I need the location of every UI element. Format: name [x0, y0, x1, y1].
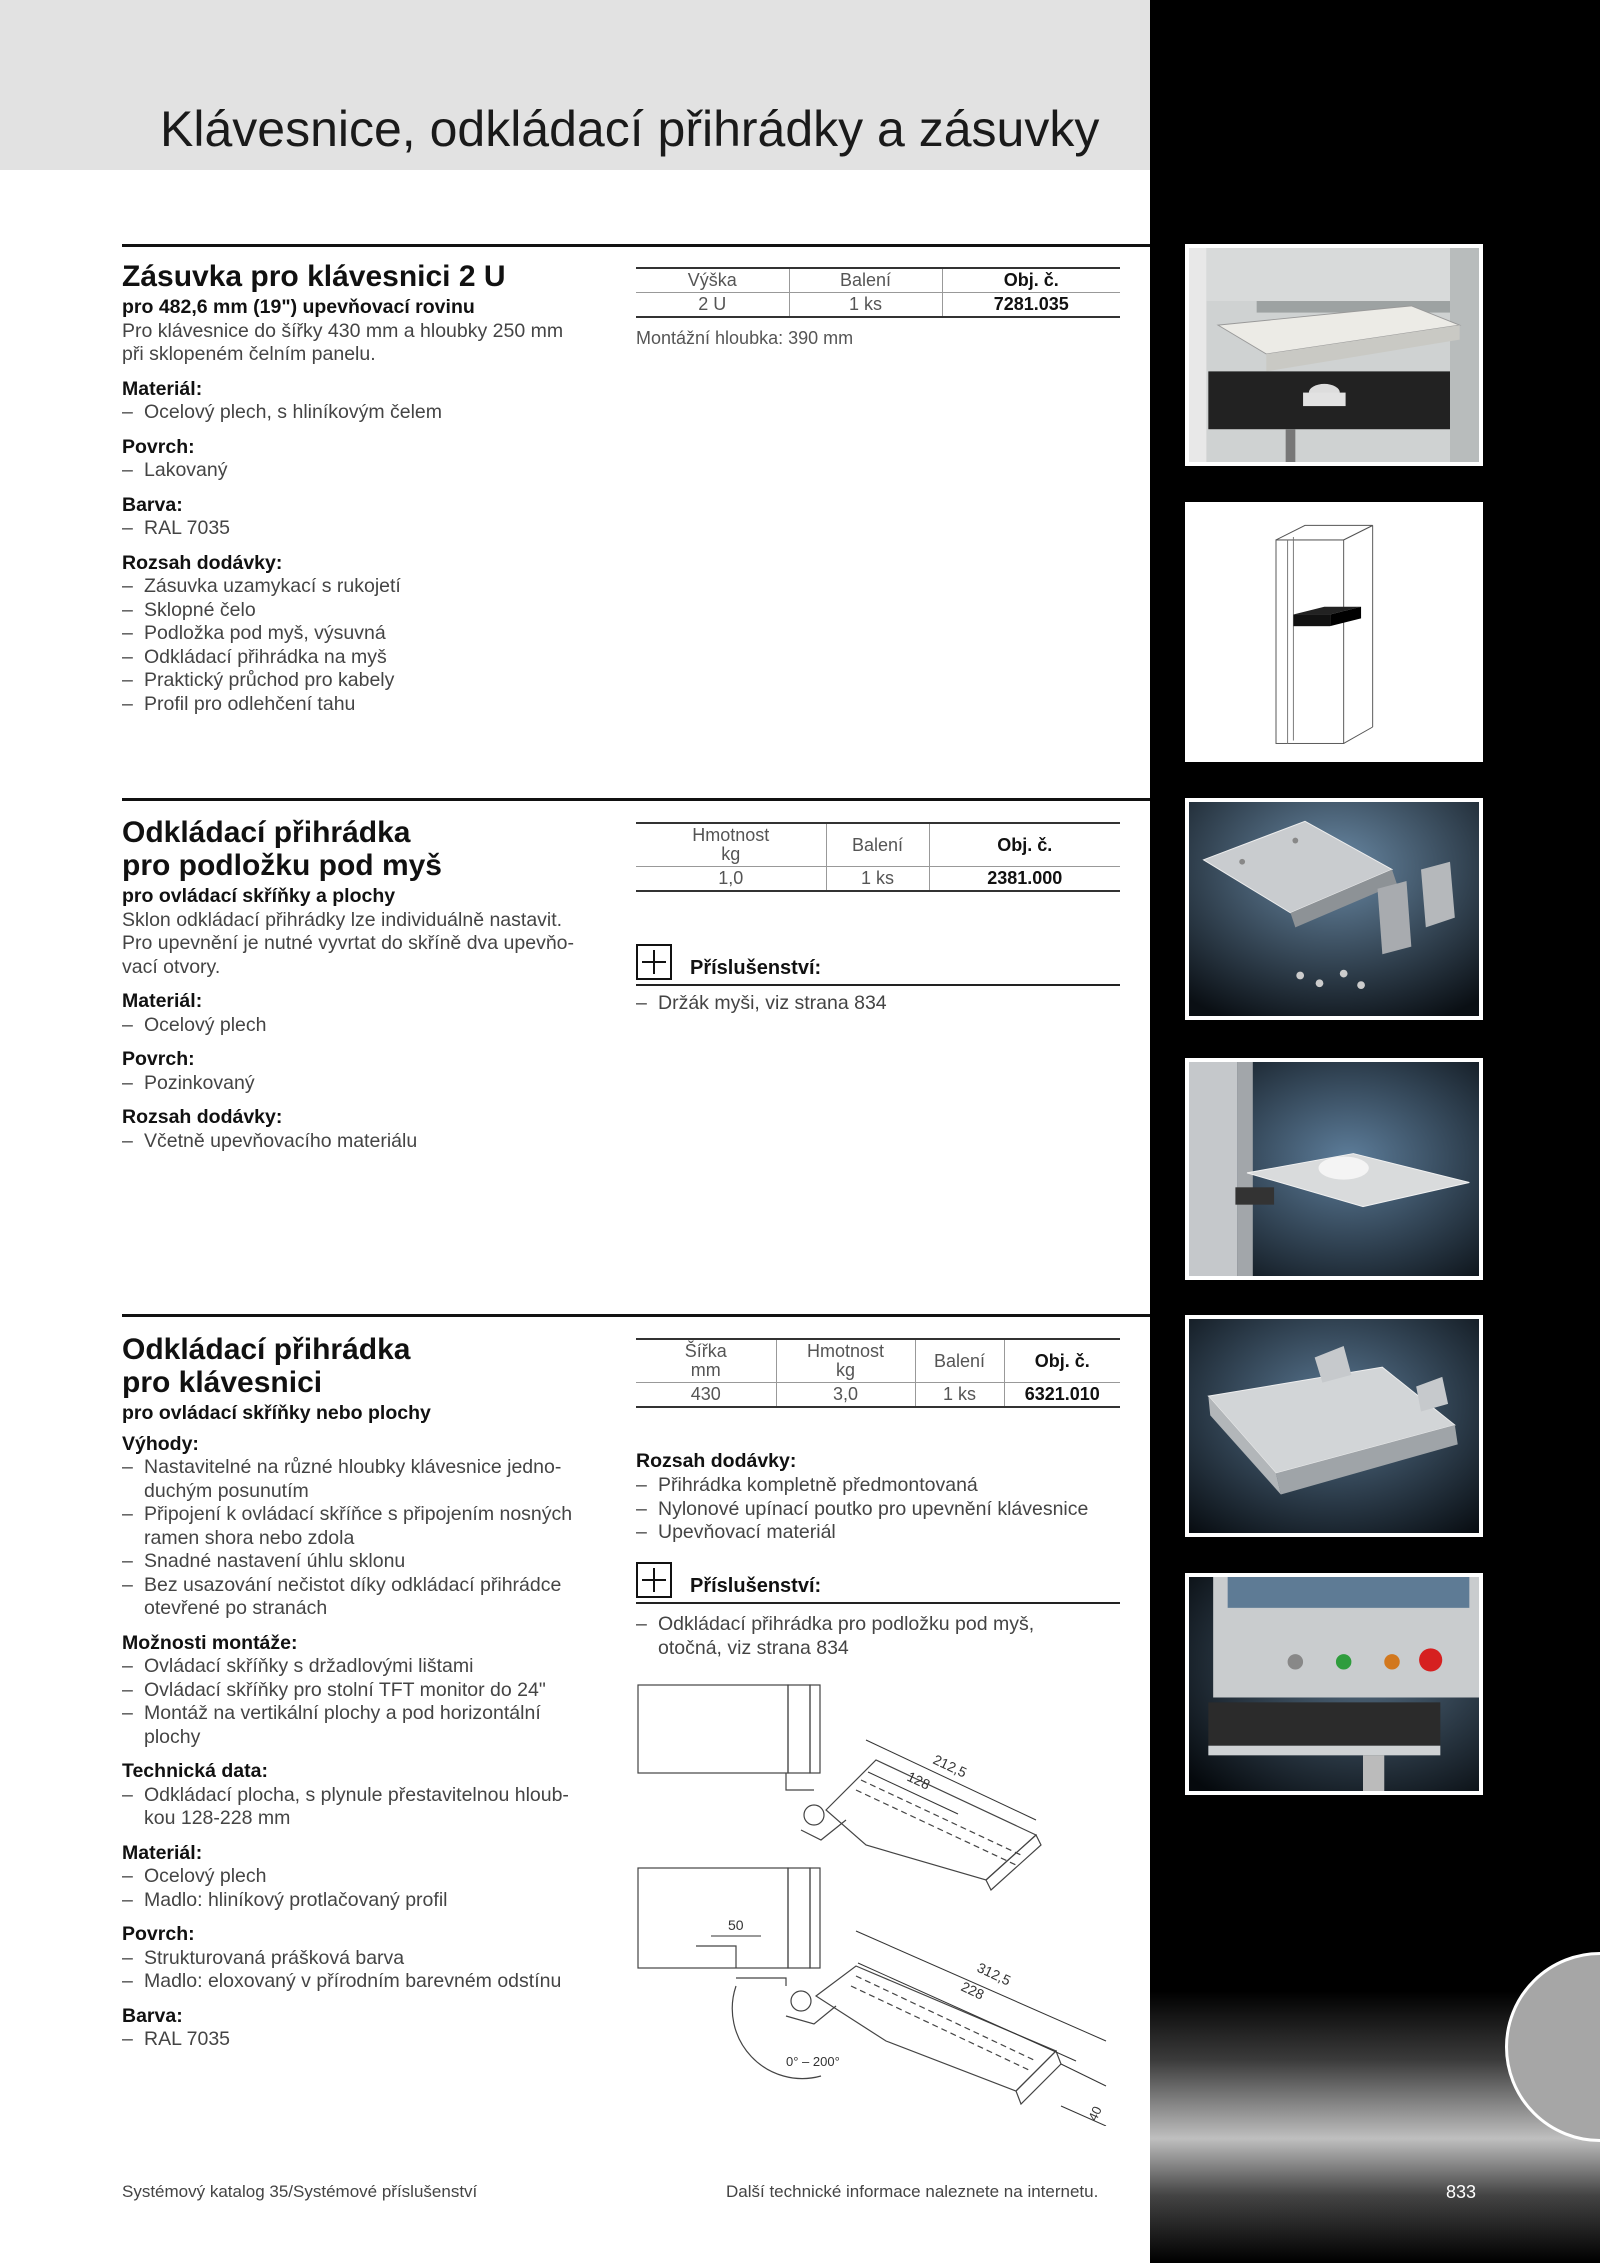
list-item: – Profil pro odlehčení tahu: [122, 693, 602, 717]
column-header: Balení: [826, 823, 929, 867]
list-item: – Včetně upevňovacího materiálu: [122, 1130, 602, 1154]
plus-icon: [636, 1562, 672, 1598]
list-item: – Odkládací plocha, s plynule přestavitelnou hloub- kou 128-228 mm: [122, 1784, 602, 1831]
tech-heading: Technická data:: [122, 1760, 268, 1782]
list-item: – Lakovaný: [122, 459, 602, 483]
table-cell: 1 ks: [915, 1383, 1004, 1408]
description-line: při sklopeném čelním panelu.: [122, 343, 376, 365]
list-item: – Strukturovaná prášková barva: [122, 1947, 602, 1971]
dim-label: 40: [1085, 2103, 1105, 2124]
section-subtitle: pro ovládací skříňky a plochy: [122, 885, 396, 907]
footer-catalog: Systémový katalog 35/Systémové příslušenství: [122, 2182, 478, 2201]
section-subtitle: pro 482,6 mm (19") upevňovací rovinu: [122, 296, 475, 318]
section-title: Odkládací přihrádka: [122, 1333, 411, 1366]
dimension-drawing-2: [636, 1866, 1120, 2126]
list-item: – Sklopné čelo: [122, 599, 602, 623]
accessories-list-3: [636, 1613, 1120, 1660]
list-item: – Ovládací skříňky s držadlovými lištami: [122, 1655, 602, 1679]
column-header: Obj. č.: [942, 268, 1120, 293]
section-subtitle: pro ovládací skříňky nebo plochy: [122, 1402, 431, 1424]
table-cell: 2 U: [636, 293, 789, 318]
header-line: Hmotnost: [692, 825, 770, 845]
accessory-link[interactable]: – Držák myši, viz strana 834: [636, 992, 1120, 1016]
table-row: [636, 293, 1120, 318]
page-number: 833: [1446, 2182, 1477, 2202]
table-cell: 1 ks: [826, 867, 929, 892]
description-line: Pro klávesnice do šířky 430 mm a hloubky 250 mm: [122, 319, 564, 342]
spec-table-2: [636, 822, 1120, 892]
list-item: – Praktický průchod pro kabely: [122, 669, 602, 693]
section-title: Odkládací přihrádka: [122, 816, 411, 849]
scope-heading: Rozsah dodávky:: [122, 551, 283, 574]
footer-info: Další technické informace naleznete na internetu.: [726, 2182, 1099, 2201]
dim-label: 50: [728, 1917, 744, 1933]
surface-heading: Povrch:: [122, 1048, 195, 1070]
list-item: – Ocelový plech: [122, 1014, 602, 1038]
list-item: – Připojení k ovládací skříňce s připojením nosných ramen shora nebo zdola: [122, 1503, 602, 1550]
accessories-title: Příslušenství:: [690, 1575, 822, 1597]
dim-label: 128: [904, 1768, 933, 1793]
table-cell: 1 ks: [789, 293, 942, 318]
dimension-drawing-1: [636, 1680, 1120, 1892]
list-item: – Ovládací skříňky pro stolní TFT monitor do 24": [122, 1679, 602, 1703]
list-item: – Madlo: eloxovaný v přírodním barevném odstínu: [122, 1970, 602, 1994]
mounting-heading: Možnosti montáže:: [122, 1631, 298, 1654]
list-item: – Zásuvka uzamykací s rukojetí: [122, 575, 602, 599]
list-item: – Nylonové upínací poutko pro upevnění klávesnice: [636, 1498, 1120, 1522]
color-heading: Barva:: [122, 2004, 183, 2027]
table-row: [636, 1383, 1120, 1408]
plus-icon: [636, 944, 672, 980]
mouse-shelf-photo: [1185, 798, 1483, 1020]
scope-heading: Rozsah dodávky:: [636, 1450, 797, 1472]
angle-label: 0° – 200°: [786, 2054, 840, 2069]
list-item: – RAL 7035: [122, 517, 602, 541]
list-item: – RAL 7035: [122, 2028, 602, 2052]
spec-table-3: [636, 1338, 1120, 1408]
section-rule-3: [122, 1314, 1150, 1317]
section-rule-2: [122, 798, 1150, 801]
column-header: Výška: [636, 268, 789, 293]
surface-heading: Povrch:: [122, 1923, 195, 1945]
accessories-header-2: [636, 944, 1120, 986]
column-header: Obj. č.: [929, 823, 1120, 867]
column-header: Balení: [789, 268, 942, 293]
material-heading: Materiál:: [122, 990, 203, 1012]
section-mouse-shelf: [122, 816, 602, 1153]
table-cell: 430: [636, 1383, 776, 1408]
list-item: – Snadné nastavení úhlu sklonu: [122, 1550, 602, 1574]
description-line: vací otvory.: [122, 955, 221, 978]
accessories-list-2: [636, 992, 1120, 1016]
list-item: – Nastavitelné na různé hloubky klávesnice jedno- duchým posunutím: [122, 1456, 602, 1503]
scope-list-3: [636, 1474, 1120, 1545]
description-line: Sklon odkládací přihrádky lze individuálně nastavit.: [122, 908, 563, 931]
dim-label: 212,5: [930, 1751, 970, 1781]
color-heading: Barva:: [122, 493, 183, 516]
table-cell: 3,0: [776, 1383, 915, 1408]
scope-heading: Rozsah dodávky:: [122, 1106, 283, 1128]
section-rule-1: [122, 244, 1150, 247]
list-item: – Madlo: hliníkový protlačovaný profil: [122, 1889, 602, 1913]
list-item: – Přihrádka kompletně předmontovaná: [636, 1474, 1120, 1498]
table-cell: 6321.010: [1004, 1383, 1120, 1408]
column-header: Obj. č.: [1004, 1339, 1120, 1383]
cabinet-drawing: [1185, 502, 1483, 762]
list-item: – Ocelový plech, s hliníkovým čelem: [122, 401, 602, 425]
advantages-heading: Výhody:: [122, 1432, 199, 1455]
table-cell: 1,0: [636, 867, 826, 892]
column-header: Hmotnost kg: [776, 1339, 915, 1383]
list-item: – Montáž na vertikální plochy a pod horizontální plochy: [122, 1702, 602, 1749]
accessories-header-3: [636, 1562, 1120, 1604]
column-header: Balení: [915, 1339, 1004, 1383]
section-keyboard-drawer: [122, 260, 602, 716]
section-title: Zásuvka pro klávesnici 2 U: [122, 260, 506, 293]
table-row: [636, 867, 1120, 892]
dim-label: 312,5: [974, 1959, 1014, 1989]
keyboard-shelf-installed-photo: [1185, 1573, 1483, 1795]
accessory-link[interactable]: – Odkládací přihrádka pro podložku pod myš, otočná, viz strana 834: [636, 1613, 1120, 1660]
list-item: – Podložka pod myš, výsuvná: [122, 622, 602, 646]
header-line: kg: [721, 844, 741, 864]
table-cell: 7281.035: [942, 293, 1120, 318]
list-item: – Bez usazování nečistot díky odkládací přihrádce otevřené po stranách: [122, 1574, 602, 1621]
list-item: – Pozinkovaný: [122, 1072, 602, 1096]
page-title: Klávesnice, odkládací přihrádky a zásuvky: [160, 101, 1100, 157]
mounting-depth-note: Montážní hloubka: 390 mm: [636, 328, 854, 348]
material-heading: Materiál:: [122, 377, 203, 400]
list-item: – Ocelový plech: [122, 1865, 602, 1889]
drawer-photo: [1185, 244, 1483, 466]
list-item: – Upevňovací materiál: [636, 1521, 1120, 1545]
mouse-shelf-installed-photo: [1185, 1058, 1483, 1280]
column-header: Šířka mm: [636, 1339, 776, 1383]
material-heading: Materiál:: [122, 1841, 203, 1864]
section-title: pro podložku pod myš: [122, 849, 442, 882]
surface-heading: Povrch:: [122, 435, 195, 458]
section-title: pro klávesnici: [122, 1366, 323, 1399]
spec-table-1: [636, 267, 1120, 318]
section-keyboard-shelf: [122, 1333, 602, 2052]
table-cell: 2381.000: [929, 867, 1120, 892]
accessories-title: Příslušenství:: [690, 957, 822, 979]
dim-label: 228: [958, 1978, 987, 2003]
column-header: [636, 823, 826, 867]
list-item: – Odkládací přihrádka na myš: [122, 646, 602, 670]
description-line: Pro upevnění je nutné vyvrtat do skříně dva upevňo-: [122, 932, 575, 954]
keyboard-shelf-photo: [1185, 1315, 1483, 1537]
